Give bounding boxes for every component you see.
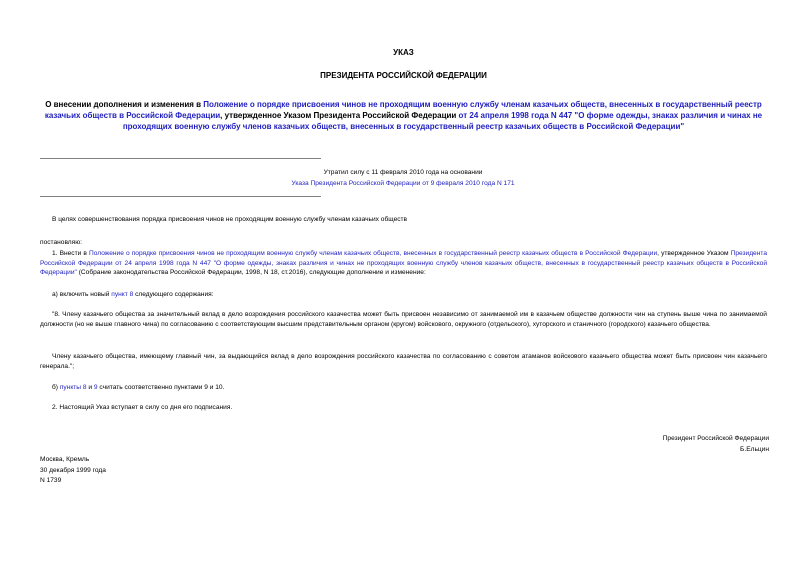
signature-position: Президент Российской Федерации [662, 435, 769, 442]
item-1 [40, 249, 767, 278]
item-b-link-9[interactable]: 9 [93, 384, 98, 391]
item-a [40, 290, 767, 300]
status-note-link[interactable]: Указа Президента Российской Федерации от 9 февраля 2010 года N 171 [291, 179, 515, 187]
signature-name: Б.Ельцин [740, 445, 769, 453]
item-b [40, 383, 767, 393]
item-1-link-regulation[interactable]: Положение о порядке присвоения чинов не проходящим военную службу членам казачьих обществ, внесенных в государственный реестр казачьих обществ в Российской Федерации [89, 250, 658, 257]
place-city: Москва, Кремль [40, 456, 90, 463]
item-b-text-3: считать соответственно пунктами 9 и 10. [97, 384, 225, 391]
item-2: 2. Настоящий Указ вступает в силу со дня его подписания. [52, 404, 233, 411]
divider-top [40, 158, 321, 159]
heading-text-1: О внесении дополнения и изменения в [45, 100, 204, 109]
place-date: 30 декабря 1999 года [40, 466, 106, 474]
item-b-text-2: и [86, 384, 94, 391]
item-1-text-3: (Собрание законодательства Российской Федерации, 1998, N 18, ст.2016), следующие дополнение и изменение: [76, 269, 426, 277]
item-1-link-decree-447[interactable]: Президента Российской Федерации от 24 апреля 1998 года N 447 "О форме одежды, знаках различия и чинах не проходящих военную службу членов казачьих обществ, внесенных в государственный реестр казачьих обществ в Российской Федерации" [40, 250, 767, 277]
item-1-text-2: , утвержденное Указом [657, 250, 731, 257]
item-1-text-1: 1. Внести в [52, 250, 90, 257]
preamble: В целях совершенствования порядка присвоения чинов не проходящим военную службу членам казачьих обществ [52, 216, 408, 223]
signature-block [663, 434, 769, 455]
heading-link-regulation[interactable]: Положение о порядке присвоения чинов не проходящим военную службу членам казачьих обществ, внесенных в государственный реестр казачьих обществ в Российской Федерации [44, 100, 762, 121]
document-heading [40, 99, 767, 132]
item-a-link-point-8[interactable]: пункт 8 [111, 291, 134, 298]
divider-bottom [40, 196, 321, 197]
document-number: N 1739 [40, 477, 62, 485]
status-note [268, 168, 538, 189]
heading-text-2: , утвержденное Указом Президента Российской Федерации [220, 111, 459, 121]
document-type-title: УКАЗ [393, 48, 414, 57]
issuer-title: ПРЕЗИДЕНТА РОССИЙСКОЙ ФЕДЕРАЦИИ [320, 71, 487, 80]
place-date-block [40, 455, 106, 487]
item-b-text-1: б) [52, 384, 60, 391]
item-a-text-2: следующего содержания: [133, 291, 214, 298]
heading-link-decree-447[interactable]: от 24 апреля 1998 года N 447 "О форме одежды, знаках различия и чинах не проходящих военную службу членов казачьих обществ, внесенных в государственный реестр казачьих обществ в Российской Федерации" [122, 111, 763, 132]
quote-general-rank: Члену казачьего общества, имеющему главный чин, за выдающийся вклад в дело возрождения российского казачества по согласованию с советом атаманов войскового казачьего общества может быть присвоен чин казачьего генерала."; [40, 353, 767, 370]
quote-point-8: "8. Члену казачьего общества за значительный вклад в дело возрождения российского казачества может быть присвоен независимо от занимаемой им в казачьем обществе должности чин на ступень выше чина по занимаемой должности (но не выше главного чина) по согласованию с соответствующим высшим представительным органом (кругом) войскового, окружного (отдельского), хуторского и станичного (городского) казачьего общества. [40, 311, 767, 328]
decree-word: постановляю: [40, 239, 83, 246]
status-note-text: Утратил силу с 11 февраля 2010 года на основании [323, 169, 483, 176]
item-b-link-points-8[interactable]: пункты 8 [59, 384, 87, 391]
item-a-text-1: а) включить новый [52, 291, 112, 298]
